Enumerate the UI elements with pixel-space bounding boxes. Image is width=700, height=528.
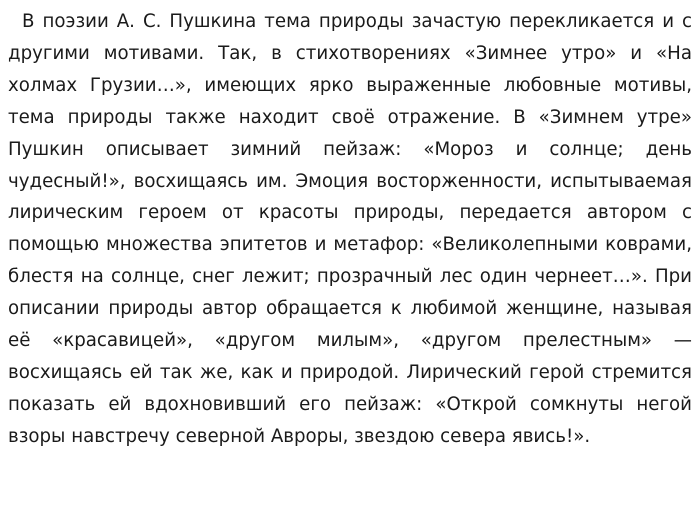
body-paragraph: В поэзии А. С. Пушкина тема природы зачастую перекликается и с другими мотивами. Так, в стихотворениях «Зимнее утро» и «На холмах Грузии…», имеющих ярко выраженные любовные мотивы, тема природы также находит своё отражение. В «Зимнем утре» Пушкин описывает зимний пейзаж: «Мороз и солнце; день чудесный!», восхищаясь им. Эмоция восторженности, испытываемая лирическим героем от красоты природы, передается автором с помощью множества эпитетов и метафор: «Великолепными коврами, блестя на солнце, снег лежит; прозрачный лес один чернеет…». При описании природы автор обращается к любимой женщине, называя её «красавицей», «другом милым», «другом прелестным» — восхищаясь ей так же, как и природой. Лирический герой стремится показать ей вдохновивший его пейзаж: «Открой сомкнуты негой взоры навстречу северной Авроры, звездою севера явись!». xyxy=(8,11,692,447)
document-page xyxy=(8,6,692,453)
